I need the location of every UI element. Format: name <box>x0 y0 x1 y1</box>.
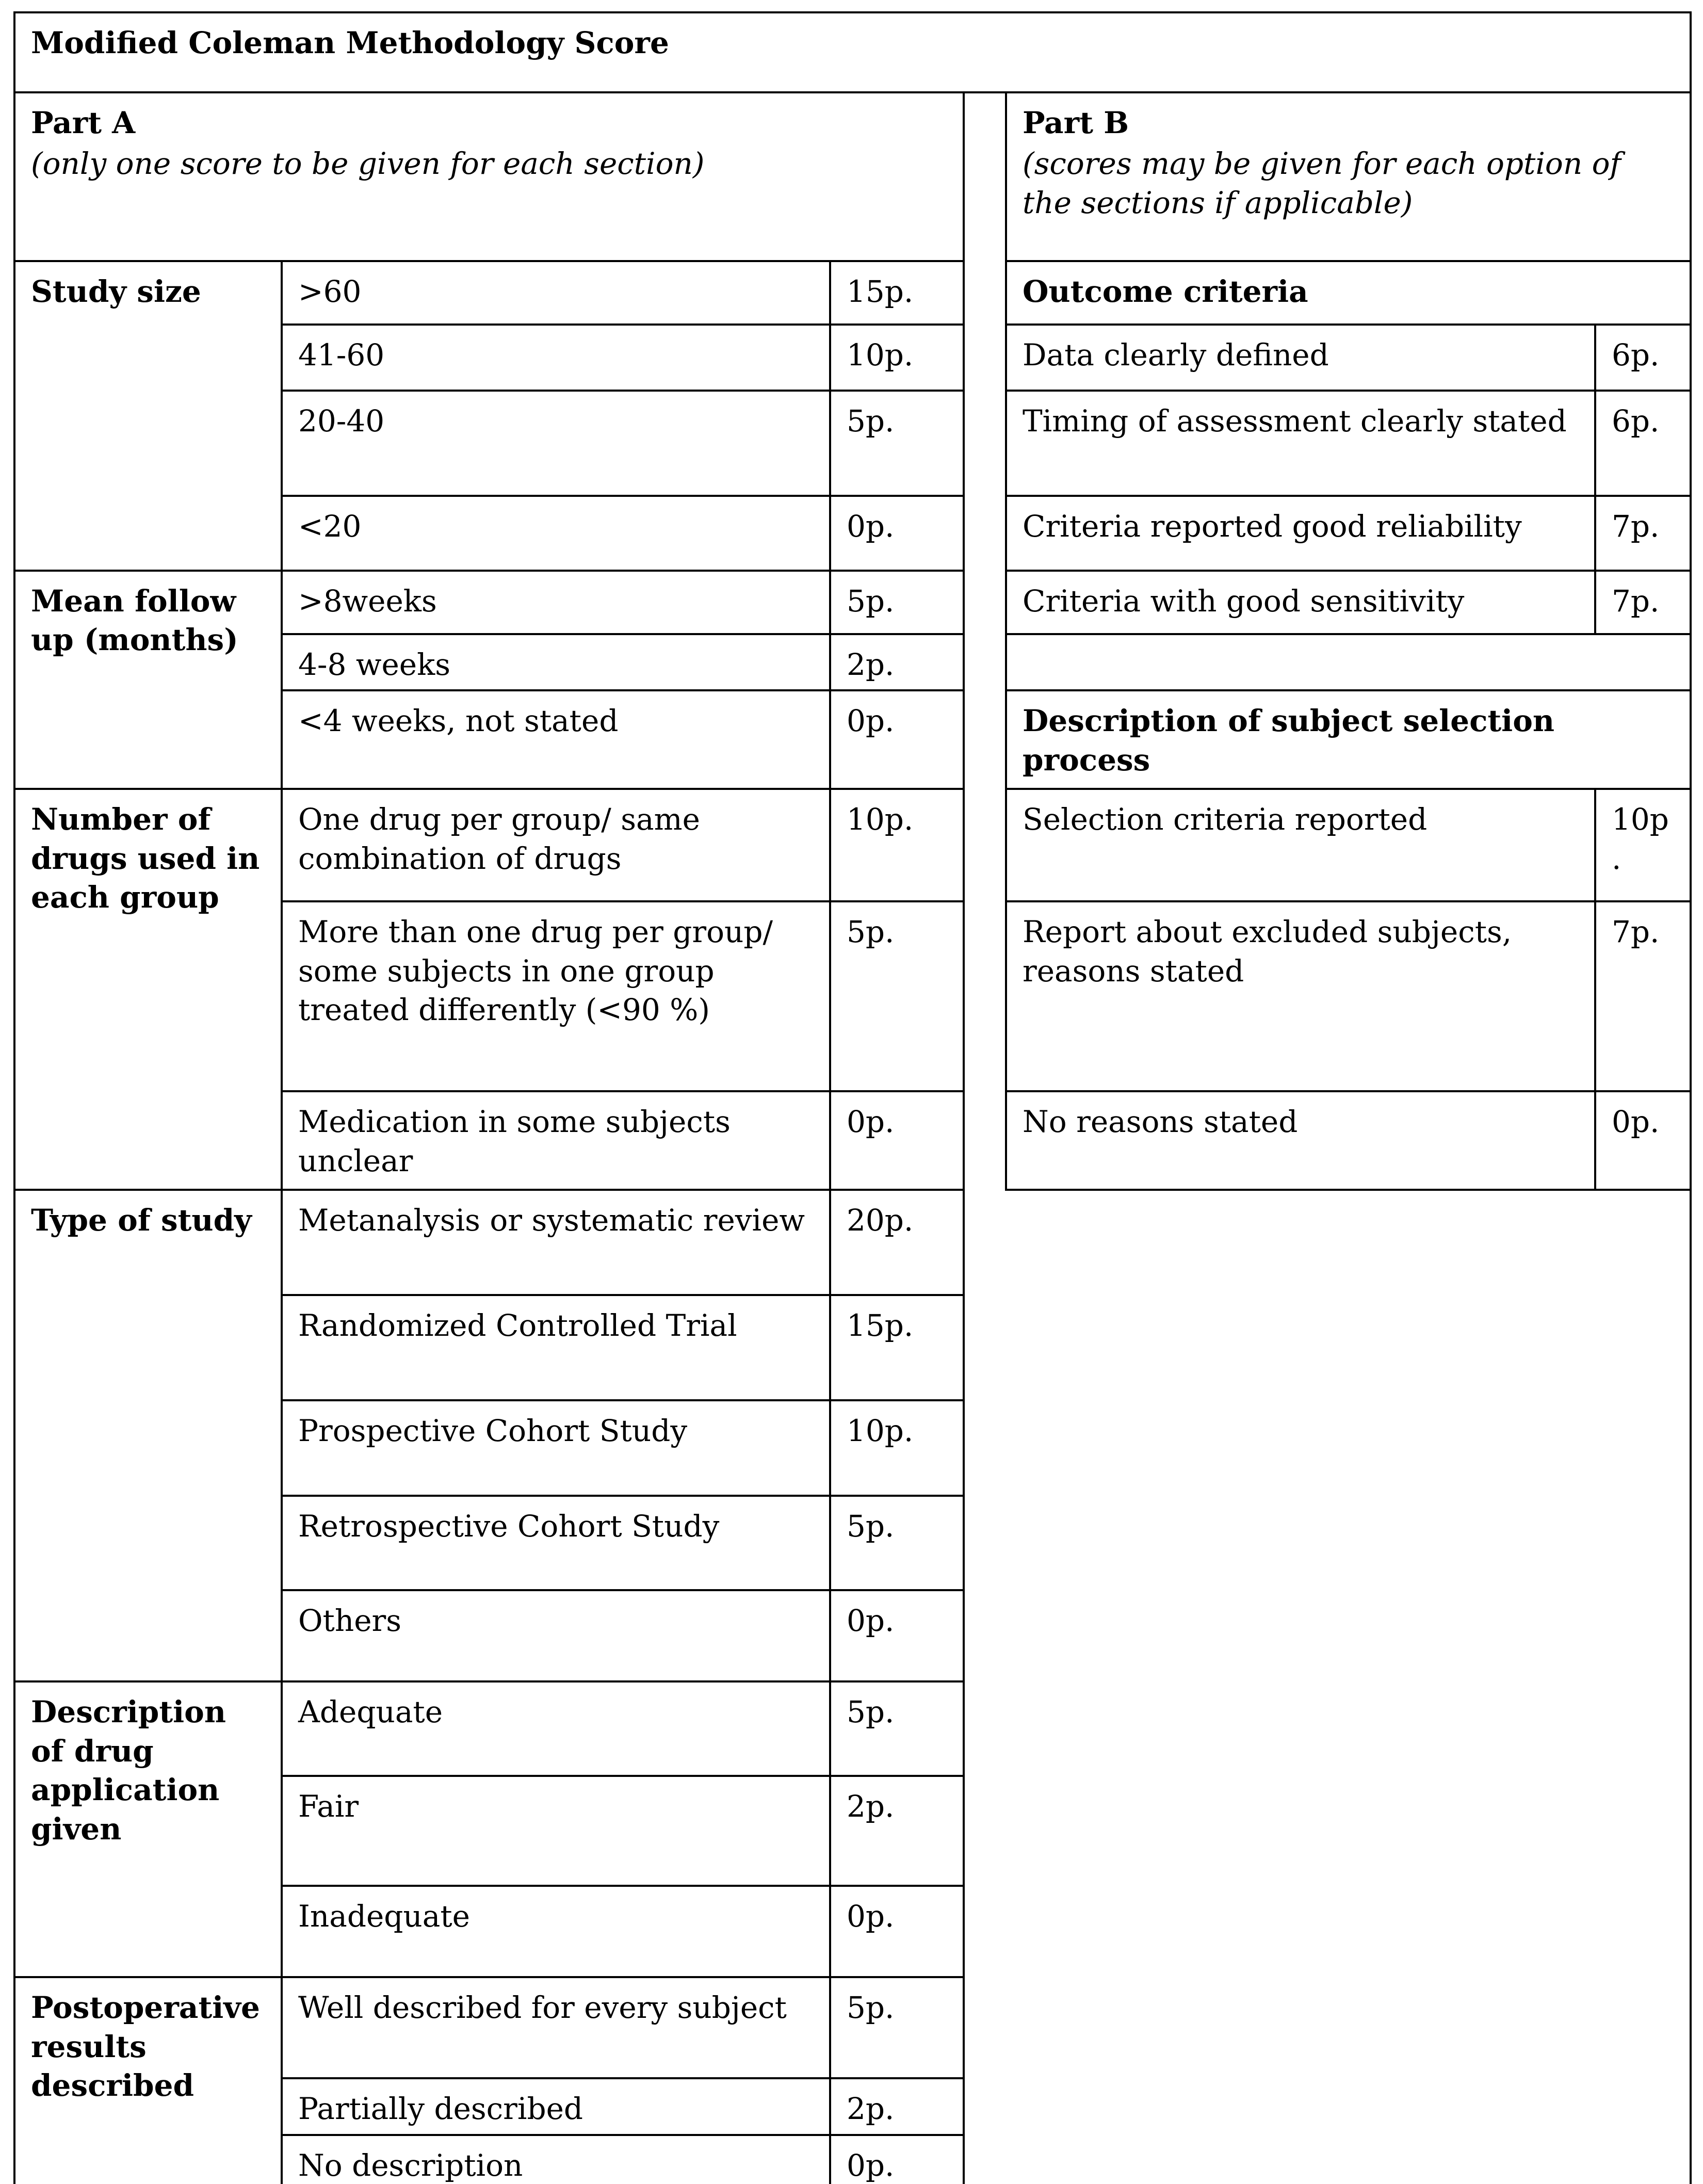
part-b-points-cell: 0p. <box>1595 1091 1691 1190</box>
part-b-points-cell: 7p. <box>1595 901 1691 1091</box>
part-b-section-header-subject-selection <box>1006 690 1691 789</box>
part-a-points-cell: 0p. <box>830 1886 964 1977</box>
part-b-points-cell: 10p. <box>1595 789 1691 901</box>
part-b-row-text: Criteria reported good reliability <box>1006 496 1595 571</box>
part-a-option-text: <4 weeks, not stated <box>282 690 830 789</box>
part-b-points-cell: 6p. <box>1595 391 1691 496</box>
part-a-option-text: Well described for every subject <box>282 1977 830 2078</box>
part-a-option-text: Inadequate <box>282 1886 830 1977</box>
part-b-section-header-text: Description of subject selection process <box>1023 703 1555 778</box>
part-a-option-text: Prospective Cohort Study <box>282 1400 830 1496</box>
part-a-section-label-drug-application: Description of drug application given <box>14 1681 282 1977</box>
part-a-points-cell: 0p. <box>830 1590 964 1681</box>
part-a-section-label-study-size: Study size <box>14 261 282 571</box>
part-a-option-text: No description <box>282 2135 830 2184</box>
title-row <box>14 12 1691 92</box>
part-b-points-cell: 6p. <box>1595 325 1691 391</box>
part-b-header-cell <box>1006 92 1691 261</box>
part-a-points-cell: 10p. <box>830 325 964 391</box>
part-a-points-cell: 5p. <box>830 391 964 496</box>
part-a-option-text: Medication in some subjects unclear <box>282 1091 830 1190</box>
table-row <box>14 789 1691 901</box>
part-b-row-text: Data clearly defined <box>1006 325 1595 391</box>
part-a-points-cell: 10p. <box>830 789 964 901</box>
part-a-points-cell: 2p. <box>830 634 964 690</box>
part-a-option-text: Partially described <box>282 2078 830 2134</box>
part-b-row-text: Report about excluded subjects, reasons stated <box>1006 901 1595 1091</box>
part-a-points-cell: 20p. <box>830 1190 964 1295</box>
part-a-header-cell <box>14 92 964 261</box>
table-row <box>14 571 1691 634</box>
part-a-note: (only one score to be given for each section) <box>31 146 705 182</box>
part-b-points-cell: 7p. <box>1595 571 1691 634</box>
part-a-option-text: Fair <box>282 1776 830 1886</box>
part-b-empty-area <box>1006 1190 1691 2184</box>
part-a-points-cell: 0p. <box>830 690 964 789</box>
part-a-heading: Part A <box>31 105 136 140</box>
part-a-points-cell: 2p. <box>830 2078 964 2134</box>
part-a-option-text: >8weeks <box>282 571 830 634</box>
part-a-option-text: Retrospective Cohort Study <box>282 1496 830 1590</box>
part-a-option-text: More than one drug per group/ some subjects in one group treated differently (<90 %) <box>282 901 830 1091</box>
part-a-section-label-type-of-study: Type of study <box>14 1190 282 1681</box>
part-a-points-cell: 2p. <box>830 1776 964 1886</box>
part-headers-row <box>14 92 1691 261</box>
part-a-option-text: >60 <box>282 261 830 325</box>
part-a-option-text: Metanalysis or systematic review <box>282 1190 830 1295</box>
part-a-points-cell: 5p. <box>830 1681 964 1776</box>
part-b-row-text: Criteria with good sensitivity <box>1006 571 1595 634</box>
part-a-option-text: Adequate <box>282 1681 830 1776</box>
part-a-option-text: Randomized Controlled Trial <box>282 1295 830 1400</box>
part-b-empty-row <box>1006 634 1691 690</box>
part-a-section-label-postoperative-results: Postoperative results described <box>14 1977 282 2184</box>
part-a-points-cell: 15p. <box>830 261 964 325</box>
part-b-row-text: Selection criteria reported <box>1006 789 1595 901</box>
coleman-score-table <box>13 11 1692 2184</box>
part-a-points-cell: 0p. <box>830 1091 964 1190</box>
part-a-option-text: One drug per group/ same combination of drugs <box>282 789 830 901</box>
part-a-section-label-number-of-drugs: Number of drugs used in each group <box>14 789 282 1190</box>
part-b-row-text: No reasons stated <box>1006 1091 1595 1190</box>
part-a-points-cell: 10p. <box>830 1400 964 1496</box>
part-b-section-header-outcome-criteria: Outcome criteria <box>1006 261 1691 325</box>
part-a-points-cell: 5p. <box>830 1977 964 2078</box>
part-b-heading: Part B <box>1023 105 1129 140</box>
part-a-option-text: <20 <box>282 496 830 571</box>
part-a-option-text: Others <box>282 1590 830 1681</box>
table-row <box>14 1190 1691 1295</box>
part-b-points-cell: 7p. <box>1595 496 1691 571</box>
part-a-points-cell: 5p. <box>830 571 964 634</box>
part-a-points-cell: 5p. <box>830 901 964 1091</box>
part-a-option-text: 4-8 weeks <box>282 634 830 690</box>
column-spacer <box>964 92 1006 2184</box>
part-a-points-cell: 15p. <box>830 1295 964 1400</box>
part-b-row-text: Timing of assessment clearly stated <box>1006 391 1595 496</box>
part-a-points-cell: 0p. <box>830 2135 964 2184</box>
part-a-section-label-mean-follow-up: Mean follow up (months) <box>14 571 282 789</box>
part-a-points-cell: 5p. <box>830 1496 964 1590</box>
document-title: Modified Coleman Methodology Score <box>14 12 1691 92</box>
part-a-option-text: 20-40 <box>282 391 830 496</box>
part-a-points-cell: 0p. <box>830 496 964 571</box>
table-row <box>14 261 1691 325</box>
part-a-option-text: 41-60 <box>282 325 830 391</box>
part-b-note: (scores may be given for each option of the sections if applicable) <box>1023 146 1621 220</box>
